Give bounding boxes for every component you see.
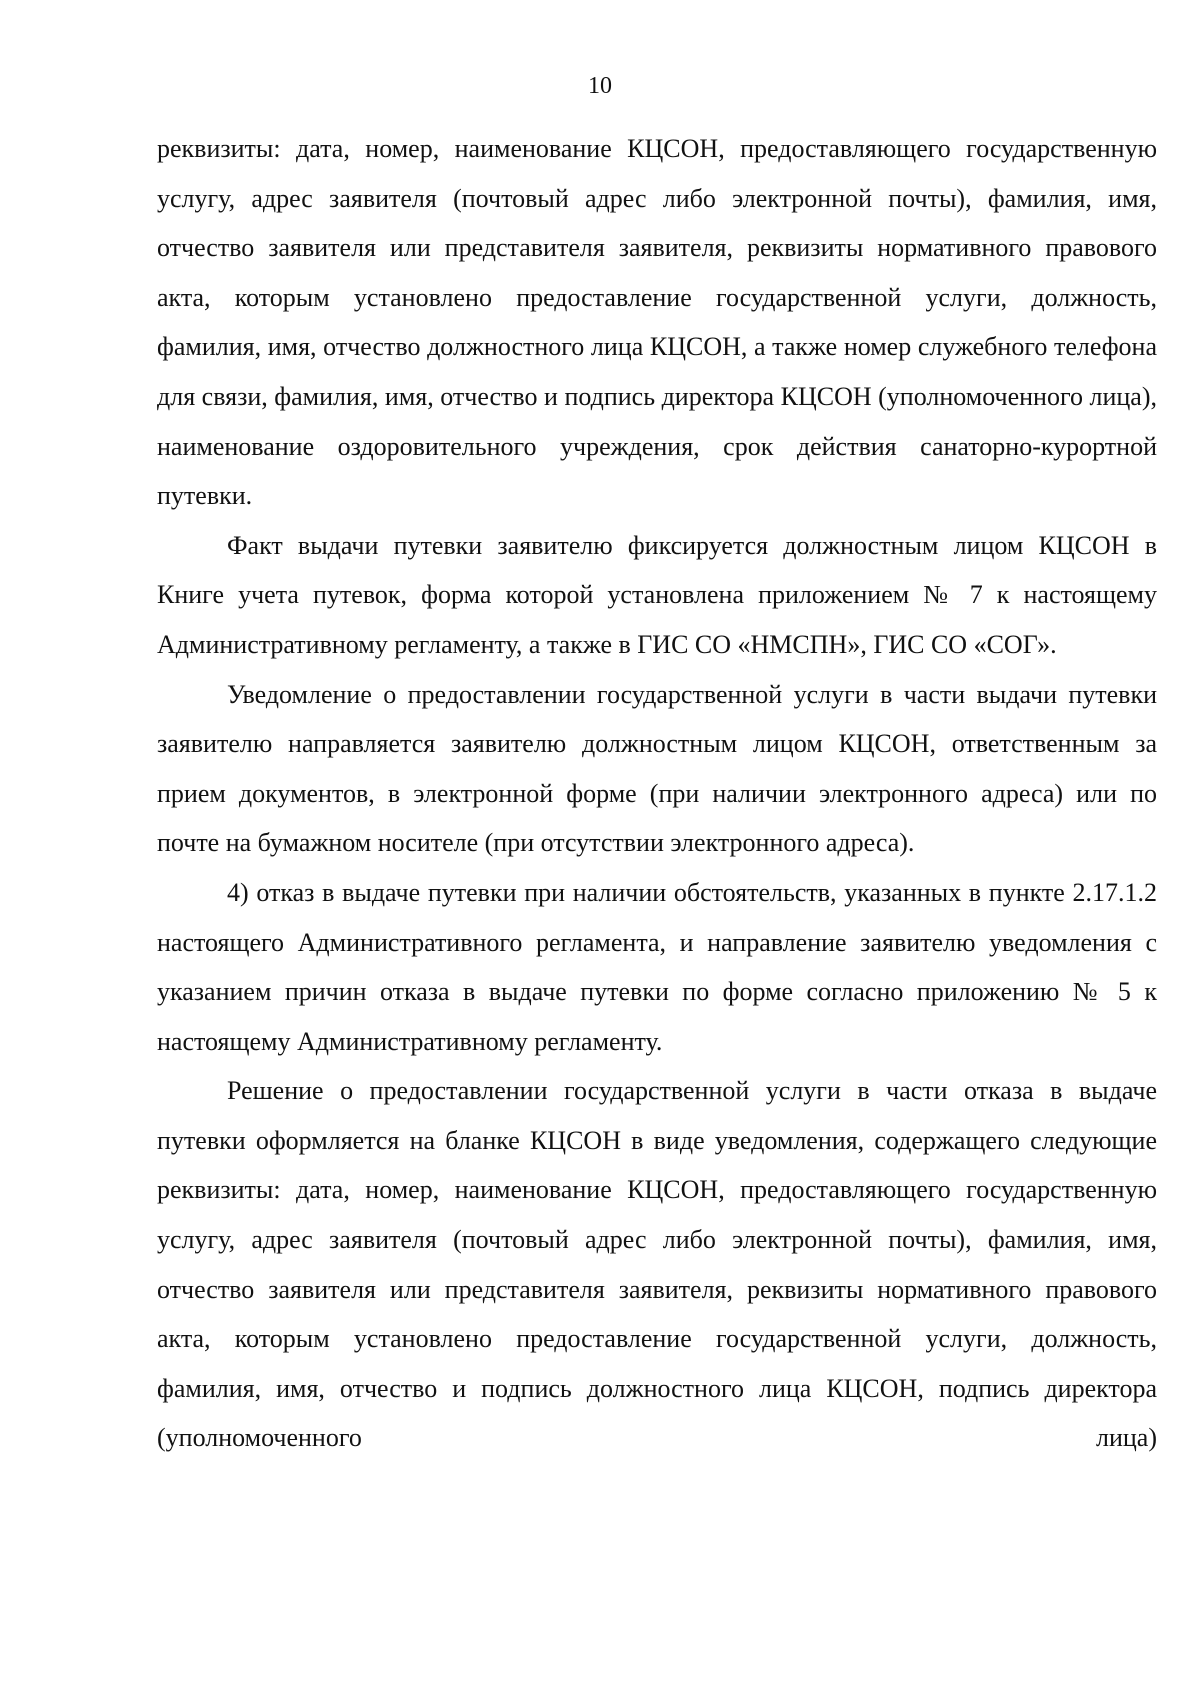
paragraph-refusal-decision: Решение о предоставлении государственной услуги в части отказа в выдаче путевки оформляется на бланке КЦСОН в виде уведомления, содержащего следующие реквизиты: дата, номер, наименование КЦСОН, предоставляющего государственную услугу, адрес заявителя (почтовый адрес либо электронной почты), фамилия, имя, отчество заявителя или представителя заявителя, реквизиты нормативного правового акта, которым установлено предоставление государственной услуги, должность, фамилия, имя, отчество и подпись должностного лица КЦСОН, подпись директора (уполномоченного лица) (157, 1076, 1157, 1453)
document-body (157, 124, 1157, 1463)
page-number: 10 (588, 73, 612, 99)
paragraph-notification: Уведомление о предоставлении государственной услуги в части выдачи путевки заявителю направляется заявителю должностным лицом КЦСОН, ответственным за прием документов, в электронной форме (при наличии электронного адреса) или по почте на бумажном носителе (при отсутствии электронного адреса). (157, 679, 1157, 858)
paragraph-refusal-item: 4) отказ в выдаче путевки при наличии обстоятельств, указанных в пункте 2.17.1.2 настоящего Административного регламента, и направление заявителю уведомления с указанием причин отказа в выдаче путевки по форме согласно приложению № 5 к настоящему Административному регламенту. (157, 877, 1157, 1056)
paragraph-issuance-record: Факт выдачи путевки заявителю фиксируется должностным лицом КЦСОН в Книге учета путевок, форма которой установлена приложением № 7 к настоящему Административному регламенту, а также в ГИС СО «НМСПН», ГИС СО «СОГ». (157, 530, 1157, 659)
paragraph-requisites: реквизиты: дата, номер, наименование КЦСОН, предоставляющего государственную услугу, адрес заявителя (почтовый адрес либо электронной почты), фамилия, имя, отчество заявителя или представителя заявителя, реквизиты нормативного правового акта, которым установлено предоставление государственной услуги, должность, фамилия, имя, отчество должностного лица КЦСОН, а также номер служебного телефона для связи, фамилия, имя, отчество и подпись директора КЦСОН (уполномоченного лица), наименование оздоровительного учреждения, срок действия санаторно-курортной путевки. (157, 134, 1157, 511)
